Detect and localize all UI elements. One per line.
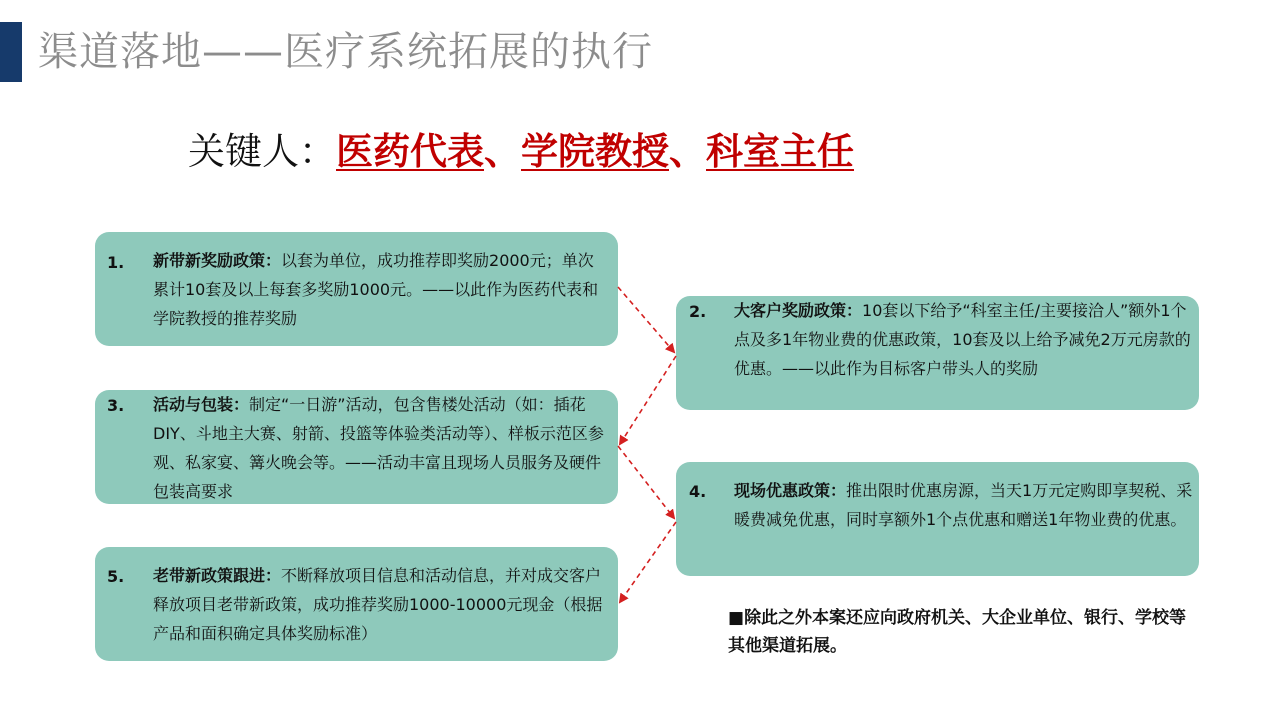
policy-title: 现场优惠政策： [734, 481, 847, 500]
policy-box-2 [676, 296, 1199, 410]
policy-title: 大客户奖励政策： [734, 301, 863, 320]
role-medical-rep: 医药代表 [336, 130, 484, 173]
policy-body: 以套为单位，成功推荐即奖励2000元；单次累计10套及以上每套多奖励1000元。——以此作为医药代表和学院教授的推荐奖励 [153, 251, 599, 328]
policy-body: 10套以下给予“科室主任/主要接洽人”额外1个点及多1年物业费的优惠政策，10套及以上给予减免2万元房款的优惠。——以此作为目标客户带头人的奖励 [734, 301, 1191, 378]
policy-body: 推出限时优惠房源，当天1万元定购即享契税、采暖费减免优惠，同时享额外1个点优惠和赠送1年物业费的优惠。 [734, 481, 1193, 529]
role-separator: 、 [484, 130, 521, 173]
policy-text [153, 390, 609, 506]
title-accent-bar [0, 22, 22, 82]
policy-box-3 [95, 390, 618, 504]
policy-text [734, 296, 1194, 383]
policy-number: 2. [689, 302, 707, 321]
policy-text [153, 246, 609, 333]
square-bullet-icon: ■ [728, 608, 745, 628]
policy-box-5 [95, 547, 618, 661]
policy-text [153, 561, 609, 648]
policy-body: 不断释放项目信息和活动信息，并对成交客户释放项目老带新政策，成功推荐奖励1000-10000元现金（根据产品和面积确定具体奖励标准） [153, 566, 603, 643]
key-people-line [188, 124, 854, 180]
policy-number: 1. [107, 253, 125, 272]
connector-arrow-2-to-3 [620, 356, 676, 444]
page-title: 渠道落地——医疗系统拓展的执行 [38, 29, 653, 75]
policy-number: 4. [689, 482, 707, 501]
policy-number: 5. [107, 567, 125, 586]
connector-arrow-1-to-2 [618, 287, 674, 352]
footnote [728, 604, 1203, 660]
policy-body: 制定“一日游”活动，包含售楼处活动（如：插花DIY、斗地主大赛、射箭、投篮等体验类活动等）、样板示范区参观、私家宴、篝火晚会等。——活动丰富且现场人员服务及硬件包装高要求 [153, 395, 604, 501]
policy-text [734, 476, 1194, 534]
key-people-prefix: 关键人： [188, 130, 336, 173]
policy-box-1 [95, 232, 618, 346]
policy-box-4 [676, 462, 1199, 576]
footnote-text: 除此之外本案还应向政府机关、大企业单位、银行、学校等其他渠道拓展。 [728, 608, 1187, 656]
role-professor: 学院教授 [521, 130, 669, 173]
policy-title: 老带新政策跟进： [153, 566, 282, 585]
role-separator: 、 [669, 130, 706, 173]
connector-arrow-4-to-5 [620, 522, 676, 602]
connector-arrow-3-to-4 [618, 446, 674, 518]
policy-title: 新带新奖励政策： [153, 251, 282, 270]
policy-number: 3. [107, 396, 125, 415]
role-department-head: 科室主任 [706, 130, 854, 173]
policy-title: 活动与包装： [153, 395, 250, 414]
